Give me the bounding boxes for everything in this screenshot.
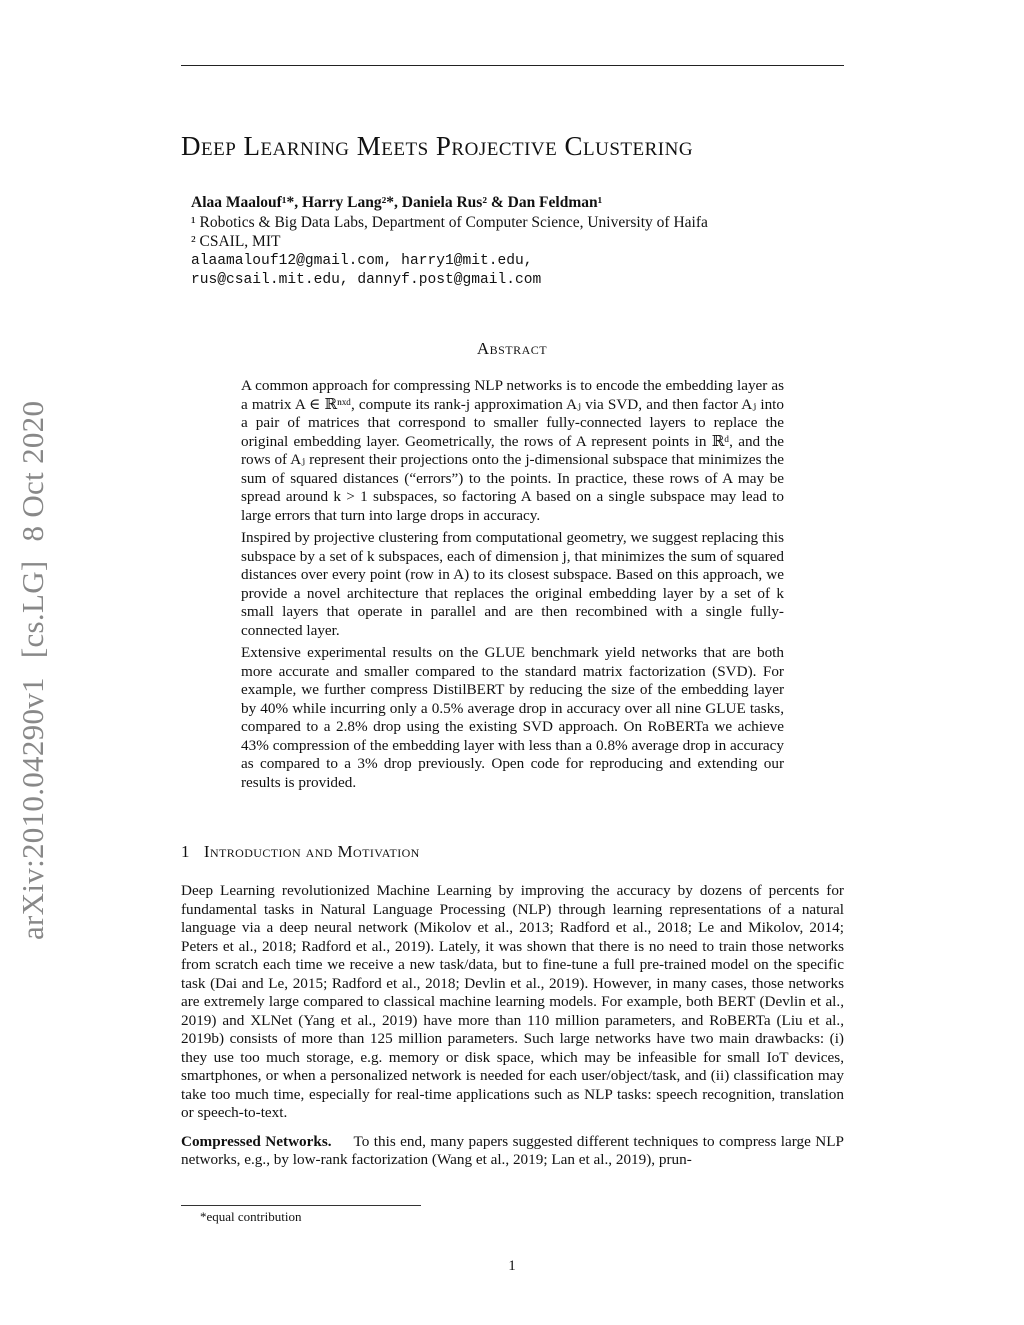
footnote: *equal contribution (200, 1209, 302, 1224)
intro-paragraph-2 (181, 1133, 844, 1170)
arxiv-id: arXiv:2010.04290v1 (15, 677, 50, 940)
top-rule (181, 65, 844, 66)
affiliation-2: ² CSAIL, MIT (191, 233, 281, 250)
author-names: Alaa Maalouf¹*, Harry Lang²*, Daniela Rus² & Dan Feldman¹ (191, 194, 603, 211)
paragraph-heading: Compressed Networks. (181, 1132, 332, 1150)
intro-paragraph-1: Deep Learning revolutionized Machine Learning by improving the accuracy by dozens of percents for fundamental tasks in Natural Language Processing (NLP) through learning representations of a natural language via a deep neural network (Mikolov et al., 2013; Radford et al., 2018; Le and Mikolov, 2014; Peters et al., 2018; Radford et al., 2019). Lately, it was shown that there is no need to train those networks from scratch each time we receive a new task/data, but to fine-tune a full pre-trained model on the specific task (Dai and Le, 2015; Radford et al., 2018; Devlin et al., 2019). However, in many cases, those networks are extremely large compared to classical machine learning models. For example, both BERT (Devlin et al., 2019) and XLNet (Yang et al., 2019) have more than 110 million parameters, and RoBERTa (Liu et al., 2019b) consists of more than 125 million parameters. Such large networks have two main drawbacks: (i) they use too much storage, e.g. memory or disk space, which may be infeasible for small IoT devices, smartphones, or when a personalized network is needed for each user/object/task, and (ii) classification may take too much time, especially for real-time applications such as NLP tasks: speech recognition, translation or speech-to-text. (181, 882, 844, 1121)
arxiv-sidebar (15, 365, 65, 940)
intro-body (181, 882, 844, 1180)
abstract-body (241, 377, 784, 796)
intro-paragraph-2-text: To this end, many papers suggested different techniques to compress large NLP networks, e.g., by low-rank factorization (Wang et al., 2019; Lan et al., 2019), prun- (181, 1132, 844, 1168)
abstract-paragraph-1: A common approach for compressing NLP networks is to encode the embedding layer as a matrix A ∈ ℝⁿˣᵈ, compute its rank-j approximation Aⱼ via SVD, and then factor Aⱼ into a pair of matrices that correspond to smaller fully-connected layers to replace the original embedding layer. Geometrically, the rows of A represent points in ℝᵈ, and the rows of Aⱼ represent their projections onto the j-dimensional subspace that minimizes the sum of squared distances (“errors”) to the points. In practice, these rows of A may be spread around k > 1 subspaces, so factoring A based on a single subspace may lead to large errors that turn into large drops in accuracy. (241, 377, 784, 524)
section-number: 1 (181, 842, 190, 861)
section-title: Introduction and Motivation (203, 842, 420, 861)
abstract-heading: Abstract (476, 339, 548, 358)
abstract-paragraph-2: Inspired by projective clustering from computational geometry, we suggest replacing this subspace by a set of k subspaces, each of dimension j, that minimizes the sum of squared distances over every point (row in A) to its closest subspace. Based on this approach, we provide a novel architecture that replaces the original embedding layer by a set of k small layers that operate in parallel and are then recombined with a single fully-connected layer. (241, 529, 784, 639)
author-emails-2: rus@csail.mit.edu, dannyf.post@gmail.com (191, 272, 542, 288)
paper-title: Deep Learning Meets Projective Clustering (181, 131, 694, 161)
abstract-paragraph-3: Extensive experimental results on the GLUE benchmark yield networks that are both more accurate and smaller compared to the standard matrix factorization (SVD). For example, we further compress DistilBERT by reducing the size of the embedding layer by 40% while incurring only a 0.5% average drop in accuracy over all nine GLUE tasks, compared to a 2.8% drop using the existing SVD approach. On RoBERTa we achieve 43% compression of the embedding layer with less than a 0.8% average drop in accuracy as compared to a 3% drop previously. Open code for reproducing and extending our results is provided. (241, 644, 784, 791)
author-block (191, 193, 708, 291)
page-number: 1 (508, 1258, 516, 1274)
arxiv-date: 8 Oct 2020 (15, 400, 50, 542)
section-heading (181, 842, 420, 862)
footnote-rule (181, 1205, 421, 1206)
author-emails-1: alaamalouf12@gmail.com, harry1@mit.edu, (191, 252, 533, 269)
affiliation-1: ¹ Robotics & Big Data Labs, Department of Computer Science, University of Haifa (191, 213, 708, 231)
arxiv-category: [cs.LG] (15, 560, 50, 659)
